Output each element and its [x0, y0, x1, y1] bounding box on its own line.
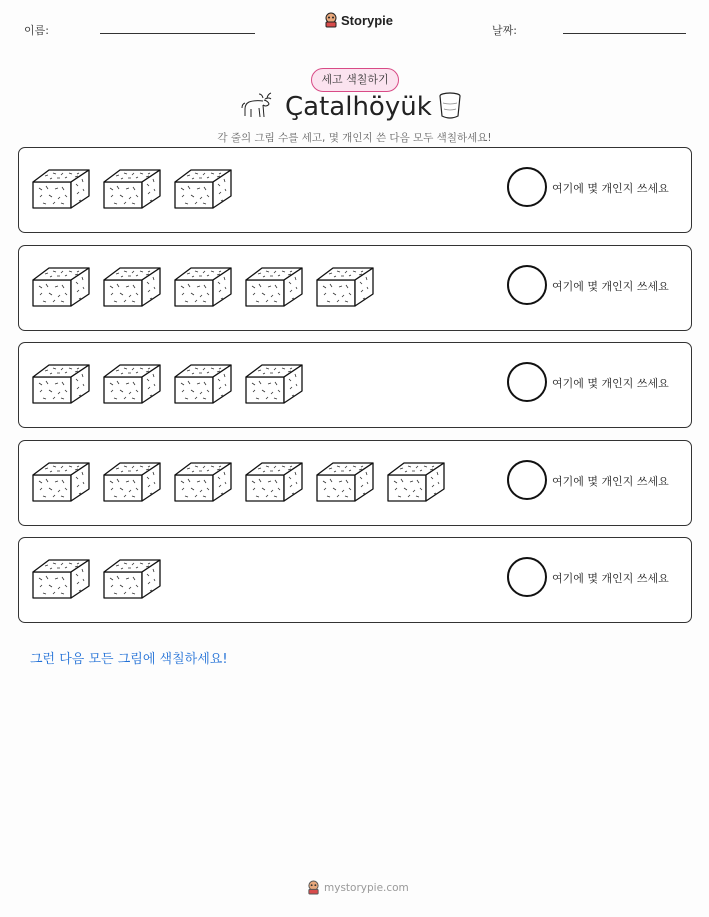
name-label: 이름:: [24, 24, 49, 37]
answer-circle[interactable]: [507, 460, 547, 500]
answer-circle[interactable]: [507, 265, 547, 305]
storypie-mascot-icon: [307, 880, 320, 895]
footer-site[interactable]: mystorypie.com: [324, 881, 409, 894]
mud-brick-icon: [31, 164, 91, 212]
date-label: 날짜:: [492, 24, 517, 37]
page-title: Çatalhöyük: [285, 92, 432, 122]
mud-brick-icon: [173, 457, 233, 505]
mud-brick-icon: [173, 164, 233, 212]
counting-row: [18, 342, 692, 428]
mud-brick-icon: [102, 457, 162, 505]
mud-brick-icon: [102, 164, 162, 212]
counting-row: [18, 147, 692, 233]
write-count-label: 여기에 몇 개인지 쓰세요: [552, 377, 669, 390]
date-line[interactable]: [563, 33, 686, 34]
write-count-label: 여기에 몇 개인지 쓰세요: [552, 182, 669, 195]
instruction-text: 각 줄의 그림 수를 세고, 몇 개인지 쓴 다음 모두 색칠하세요!: [217, 132, 492, 144]
mud-brick-icon: [31, 359, 91, 407]
clay-pot-icon: [437, 91, 463, 121]
mud-brick-icon: [102, 359, 162, 407]
mud-brick-icon: [244, 262, 304, 310]
mud-brick-icon: [102, 554, 162, 602]
counting-row: [18, 245, 692, 331]
write-count-label: 여기에 몇 개인지 쓰세요: [552, 475, 669, 488]
counting-row: [18, 440, 692, 526]
write-count-label: 여기에 몇 개인지 쓰세요: [552, 280, 669, 293]
name-line[interactable]: [100, 33, 255, 34]
mud-brick-icon: [244, 457, 304, 505]
mud-brick-icon: [102, 262, 162, 310]
mud-brick-icon: [31, 554, 91, 602]
mud-brick-icon: [31, 457, 91, 505]
write-count-label: 여기에 몇 개인지 쓰세요: [552, 572, 669, 585]
mud-brick-icon: [315, 457, 375, 505]
storypie-mascot-icon: [324, 12, 338, 28]
mud-brick-icon: [315, 262, 375, 310]
answer-circle[interactable]: [507, 167, 547, 207]
mud-brick-icon: [31, 262, 91, 310]
mud-brick-icon: [173, 262, 233, 310]
mud-brick-icon: [173, 359, 233, 407]
color-all-message: 그런 다음 모든 그림에 색칠하세요!: [30, 652, 228, 667]
answer-circle[interactable]: [507, 362, 547, 402]
counting-row: [18, 537, 692, 623]
answer-circle[interactable]: [507, 557, 547, 597]
brand-name: Storypie: [341, 12, 394, 28]
activity-badge: 세고 색칠하기: [311, 68, 399, 92]
brand-logo: [324, 12, 393, 28]
mud-brick-icon: [386, 457, 446, 505]
footer: [307, 880, 409, 895]
mud-brick-icon: [244, 359, 304, 407]
bull-icon: [241, 91, 275, 119]
